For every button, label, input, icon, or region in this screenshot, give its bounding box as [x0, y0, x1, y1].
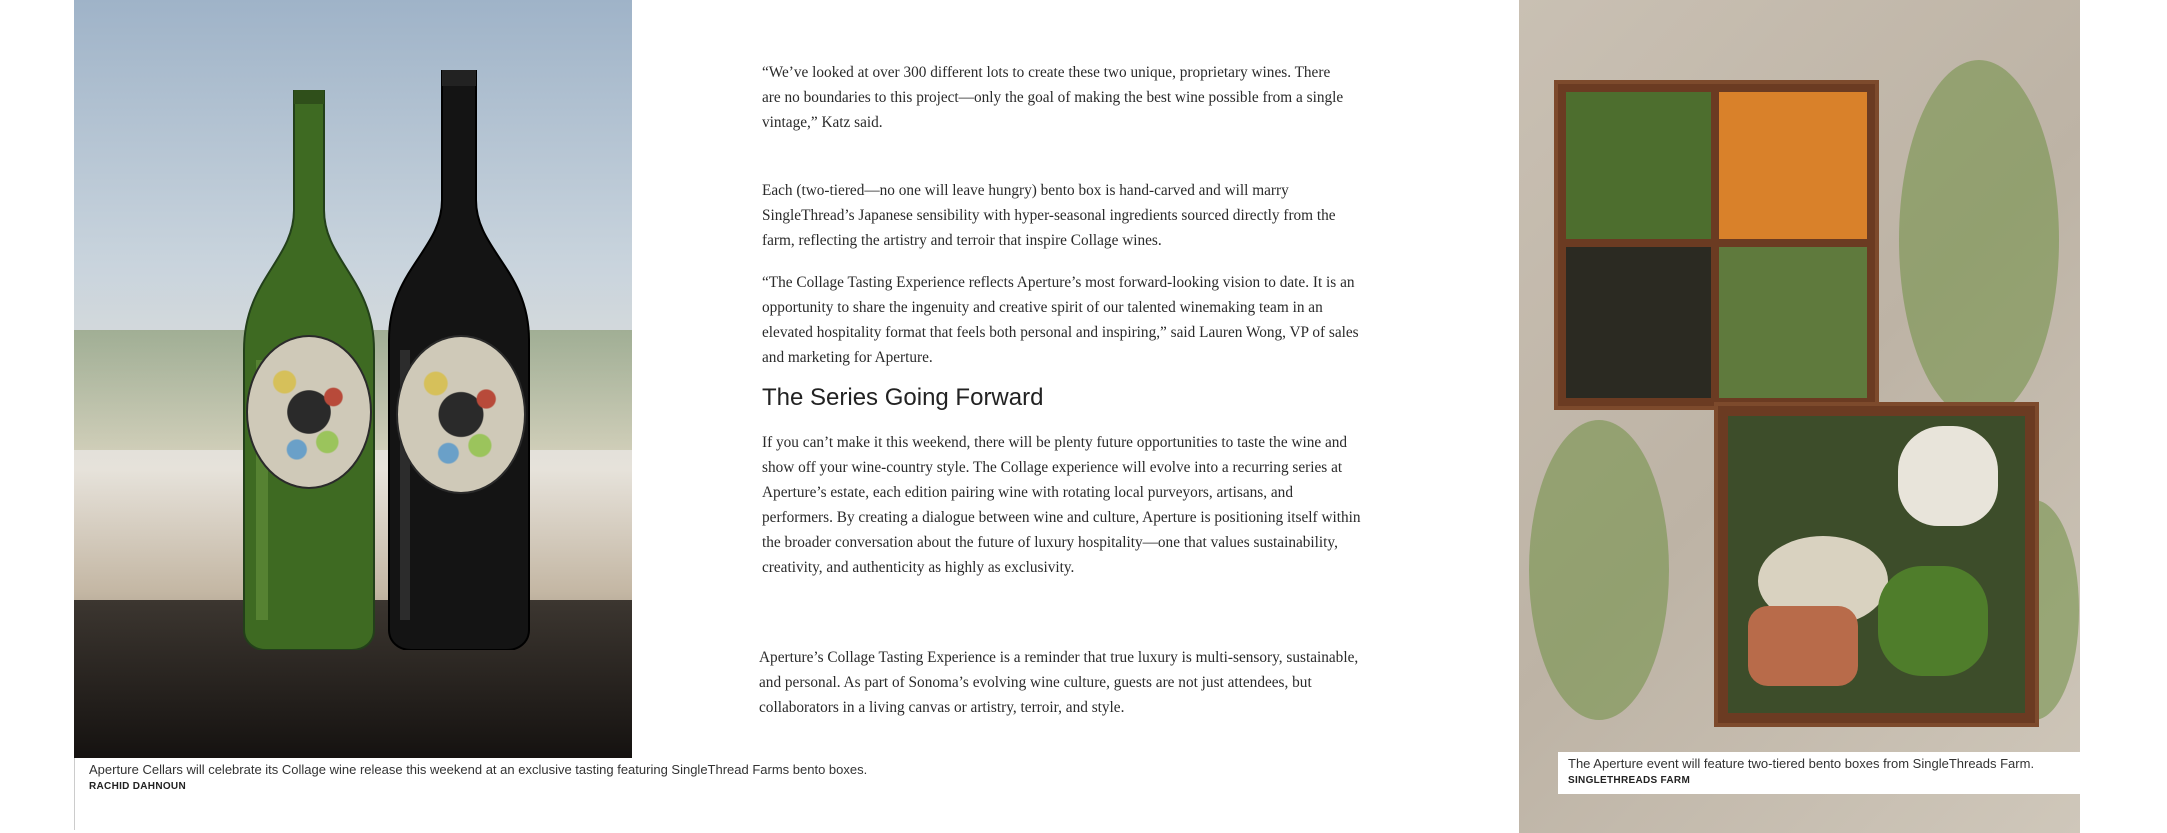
photo-credit: RACHID DAHNOUN	[89, 781, 186, 792]
bottle-label-right	[396, 335, 526, 494]
article-paragraph: If you can’t make it this weekend, there will be plenty future opportunities to taste the wine and show off your wine-country style. The Collage experience will evolve into a recurring series at Aperture’s estate, each edition pairing wine with rotating local purveyors, artisans, and performers. By creating a dialogue between wine and culture, Aperture is positioning itself within the broader conversation about the future of luxury hospitality—one that values sustainability, creativity, and authenticity as highly as exclusivity.	[762, 434, 1361, 576]
bento-box-bottom	[1714, 402, 2039, 727]
wine-bottles-photo	[74, 0, 632, 758]
bento-boxes-photo	[1519, 0, 2080, 833]
herb-sprig	[1529, 420, 1669, 720]
bento-box-top	[1554, 80, 1879, 410]
bottle-label-left	[246, 335, 372, 489]
article-paragraph: Aperture’s Collage Tasting Experience is a reminder that true luxury is multi-sensory, sustainable, and personal. As part of Sonoma’s evolving wine culture, guests are not just attendees, but collaborators in a living canvas or artistry, terroir, and style.	[759, 649, 1359, 716]
article-paragraph: “We’ve looked at over 300 different lots to create these two unique, proprietary wines. There are no boundaries to this project—only the goal of making the best wine possible from a single vintage,” Katz said.	[762, 64, 1344, 131]
caption-text: The Aperture event will feature two-tiered bento boxes from SingleThreads Farm.	[1568, 756, 2035, 771]
photo-credit: SINGLETHREADS FARM	[1568, 775, 1691, 786]
herb-sprig	[1899, 60, 2059, 420]
article-paragraph: “The Collage Tasting Experience reflects Aperture’s most forward-looking vision to date. It is an opportunity to share the ingenuity and creative spirit of our talented winemaking team in an elevated hospitality format that feels both personal and inspiring,” said Lauren Wong, VP of sales and marketing for Aperture.	[762, 274, 1359, 366]
right-photo-caption	[1558, 752, 2080, 794]
article-paragraph: Each (two-tiered—no one will leave hungry) bento box is hand-carved and will marry SingleThread’s Japanese sensibility with hyper-seasonal ingredients sourced directly from the farm, reflecting the artistry and terroir that inspire Collage wines.	[762, 182, 1336, 249]
section-heading: The Series Going Forward	[762, 384, 1044, 411]
caption-text: Aperture Cellars will celebrate its Collage wine release this weekend at an exclusive tasting featuring SingleThread Farms bento boxes.	[89, 762, 868, 777]
left-photo-caption	[74, 758, 874, 830]
